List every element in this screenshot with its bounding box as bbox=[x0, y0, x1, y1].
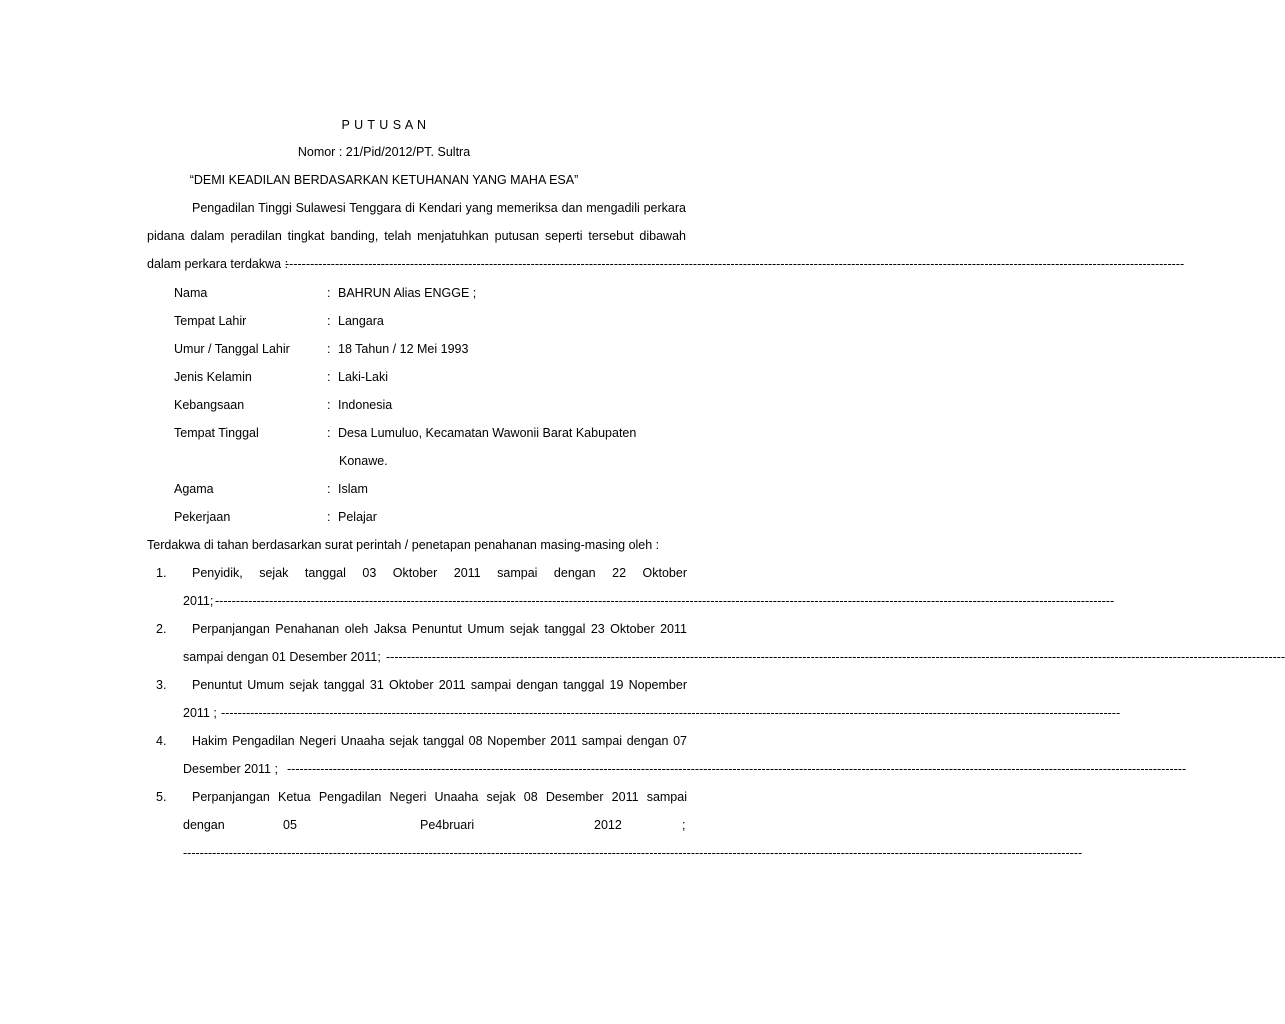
label-nama: Nama bbox=[174, 286, 208, 300]
label-umur: Umur / Tanggal Lahir bbox=[174, 342, 290, 356]
dash-fill: ------------------------------------------------------------------------------------------------------------------------------------------------------------------------------------------------------------------------ bbox=[183, 846, 1083, 860]
list-number: 3. bbox=[156, 678, 167, 692]
detention-3-line-2: 2011 ; bbox=[183, 706, 217, 720]
value-tempat-tinggal-cont: Konawe. bbox=[339, 454, 388, 468]
label-pekerjaan: Pekerjaan bbox=[174, 510, 231, 524]
detention-2-line-1: Perpanjangan Penahanan oleh Jaksa Penuntut Umum sejak tanggal 23 Oktober 2011 bbox=[192, 622, 687, 636]
list-number: 2. bbox=[156, 622, 167, 636]
colon: : bbox=[327, 286, 331, 300]
detention-4-line-1: Hakim Pengadilan Negeri Unaaha sejak tanggal 08 Nopember 2011 sampai dengan 07 bbox=[192, 734, 687, 748]
colon: : bbox=[327, 510, 331, 524]
intro-line-1: Pengadilan Tinggi Sulawesi Tenggara di Kendari yang memeriksa dan mengadili perkara bbox=[192, 201, 686, 215]
value-tempat-lahir: Langara bbox=[338, 314, 384, 328]
value-nama: BAHRUN Alias ENGGE ; bbox=[338, 286, 477, 300]
value-tempat-tinggal: Desa Lumuluo, Kecamatan Wawonii Barat Kabupaten bbox=[338, 426, 637, 440]
detention-5-word-3: Pe4bruari bbox=[420, 818, 475, 832]
detention-1-line-2: 2011; bbox=[183, 594, 214, 608]
detention-4-line-2: Desember 2011 ; bbox=[183, 762, 278, 776]
detention-intro: Terdakwa di tahan berdasarkan surat perintah / penetapan penahanan masing-masing oleh : bbox=[147, 538, 660, 552]
document-title: P U T U S A N bbox=[341, 118, 427, 132]
detention-3-line-1: Penuntut Umum sejak tanggal 31 Oktober 2011 sampai dengan tanggal 19 Nopember bbox=[192, 678, 687, 692]
detention-5-word-5: ; bbox=[682, 818, 686, 832]
colon: : bbox=[327, 426, 331, 440]
colon: : bbox=[327, 398, 331, 412]
colon: : bbox=[327, 482, 331, 496]
case-number: Nomor : 21/Pid/2012/PT. Sultra bbox=[297, 145, 471, 159]
dash-fill: ------------------------------------------------------------------------------------------------------------------------------------------------------------------------------------------------------------------------ bbox=[215, 594, 1115, 608]
value-agama: Islam bbox=[338, 482, 368, 496]
detention-5-word-2: 05 bbox=[283, 818, 297, 832]
value-jenis-kelamin: Laki-Laki bbox=[338, 370, 389, 384]
label-kebangsaan: Kebangsaan bbox=[174, 398, 245, 412]
intro-line-3: dalam perkara terdakwa : bbox=[147, 257, 289, 271]
value-kebangsaan: Indonesia bbox=[338, 398, 393, 412]
detention-1-line-1: Penyidik, sejak tanggal 03 Oktober 2011 sampai dengan 22 Oktober bbox=[192, 566, 687, 580]
detention-2-line-2: sampai dengan 01 Desember 2011; bbox=[183, 650, 381, 664]
label-tempat-tinggal: Tempat Tinggal bbox=[174, 426, 259, 440]
irah-irah: “DEMI KEADILAN BERDASARKAN KETUHANAN YANG MAHA ESA” bbox=[189, 173, 579, 187]
list-number: 1. bbox=[156, 566, 167, 580]
list-number: 5. bbox=[156, 790, 167, 804]
value-pekerjaan: Pelajar bbox=[338, 510, 377, 524]
detention-5-word-1: dengan bbox=[183, 818, 225, 832]
label-jenis-kelamin: Jenis Kelamin bbox=[174, 370, 252, 384]
colon: : bbox=[327, 370, 331, 384]
detention-5-line-1: Perpanjangan Ketua Pengadilan Negeri Unaaha sejak 08 Desember 2011 sampai bbox=[192, 790, 687, 804]
colon: : bbox=[327, 314, 331, 328]
intro-line-2: pidana dalam peradilan tingkat banding, telah menjatuhkan putusan seperti tersebut dibawah bbox=[147, 229, 686, 243]
dash-fill: ------------------------------------------------------------------------------------------------------------------------------------------------------------------------------------------------------------------------ bbox=[386, 650, 1285, 664]
dash-fill: ------------------------------------------------------------------------------------------------------------------------------------------------------------------------------------------------------------------------ bbox=[221, 706, 1121, 720]
label-agama: Agama bbox=[174, 482, 214, 496]
dash-fill: ------------------------------------------------------------------------------------------------------------------------------------------------------------------------------------------------------------------------ bbox=[285, 257, 1185, 271]
list-number: 4. bbox=[156, 734, 167, 748]
value-umur: 18 Tahun / 12 Mei 1993 bbox=[338, 342, 469, 356]
detention-5-word-4: 2012 bbox=[594, 818, 622, 832]
colon: : bbox=[327, 342, 331, 356]
label-tempat-lahir: Tempat Lahir bbox=[174, 314, 247, 328]
dash-fill: ------------------------------------------------------------------------------------------------------------------------------------------------------------------------------------------------------------------------ bbox=[287, 762, 1187, 776]
